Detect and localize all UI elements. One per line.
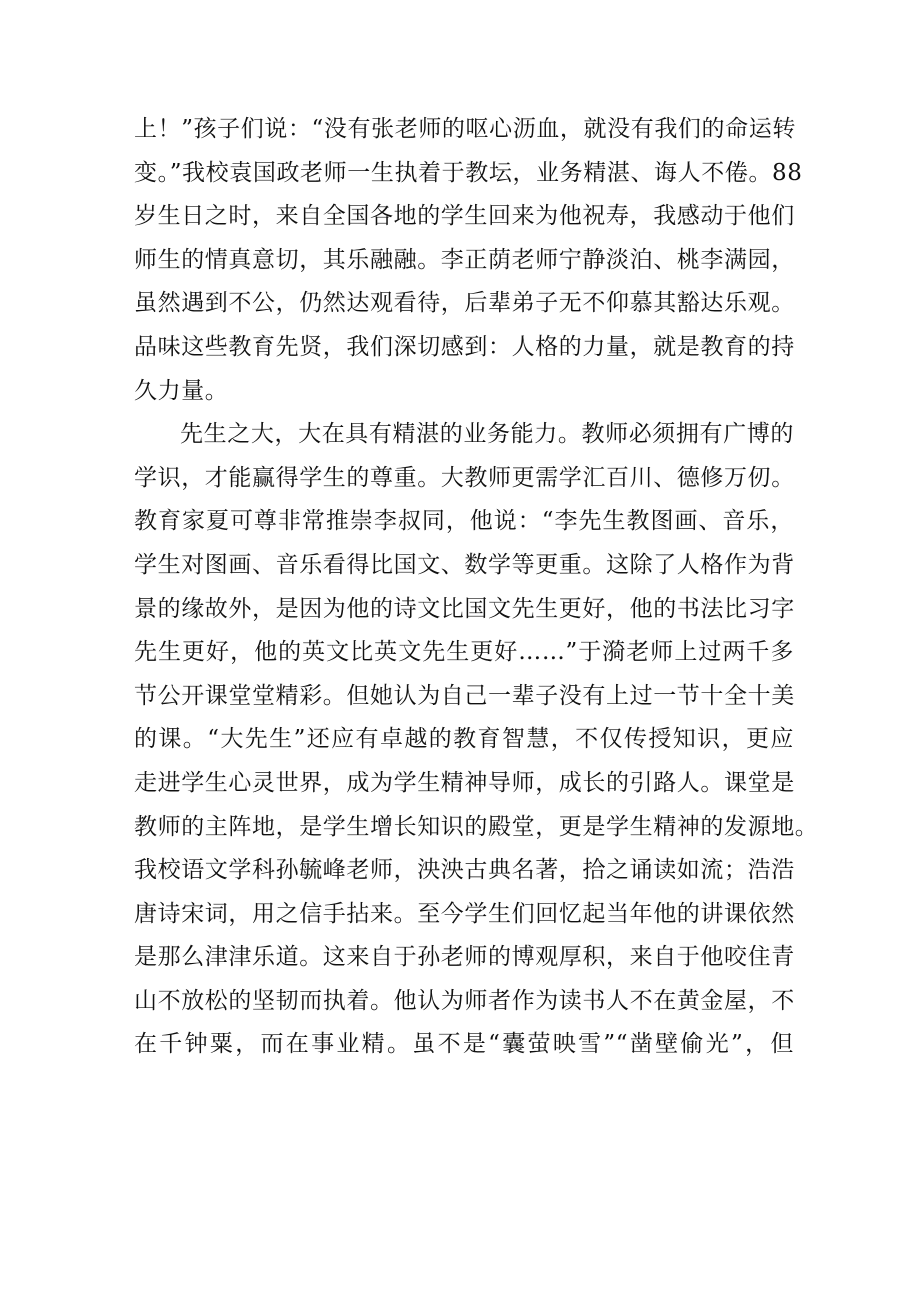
- text-line: 学生对图画、音乐看得比国文、数学等更重。这除了人格作为背: [134, 551, 795, 578]
- text-line: 唐诗宋词，用之信手拈来。至今学生们回忆起当年他的讲课依然: [134, 900, 795, 927]
- text-line: 山不放松的坚韧而执着。他认为师者作为读书人不在黄金屋，不: [134, 987, 795, 1014]
- text-line: 景的缘故外，是因为他的诗文比国文先生更好，他的书法比习字: [134, 595, 795, 622]
- text-line: 师生的情真意切，其乐融融。李正荫老师宁静淡泊、桃李满园，: [134, 246, 795, 273]
- text-line: 教师的主阵地，是学生增长知识的殿堂，更是学生精神的发源地。: [134, 813, 819, 840]
- text-line: 先生更好，他的英文比英文先生更好……”于漪老师上过两千多: [134, 639, 794, 666]
- text-line: 在千钟粟，而在事业精。虽不是“囊萤映雪”“凿壁偷光”，但: [134, 1031, 794, 1058]
- text-line: 我校语文学科孙毓峰老师，泱泱古典名著，拾之诵读如流；浩浩: [134, 857, 795, 884]
- text-line: 岁生日之时，来自全国各地的学生回来为他祝寿，我感动于他们: [134, 203, 795, 230]
- text-line: 的课。“大先生”还应有卓越的教育智慧，不仅传授知识，更应: [134, 726, 794, 753]
- text-line: 教育家夏可尊非常推崇李叔同，他说：“李先生教图画、音乐，: [134, 508, 794, 535]
- text-line: 是那么津津乐道。这来自于孙老师的博观厚积，来自于他咬住青: [134, 944, 795, 971]
- text-line: 品味这些教育先贤，我们深切感到：人格的力量，就是教育的持: [134, 333, 795, 360]
- text-line: 虽然遇到不公，仍然达观看待，后辈弟子无不仰慕其豁达乐观。: [134, 290, 795, 317]
- text-line: 节公开课堂堂精彩。但她认为自己一辈子没有上过一节十全十美: [134, 682, 795, 709]
- text-line: 学识，才能赢得学生的尊重。大教师更需学汇百川、德修万仞。: [134, 464, 795, 491]
- text-line: 变。”我校袁国政老师一生执着于教坛，业务精湛、诲人不倦。88: [134, 159, 803, 186]
- text-line: 走进学生心灵世界，成为学生精神导师，成长的引路人。课堂是: [134, 769, 795, 796]
- text-line: 先生之大，大在具有精湛的业务能力。教师必须拥有广博的: [180, 421, 794, 448]
- text-line: 久力量。: [134, 377, 229, 404]
- body-text: [134, 108, 819, 1067]
- text-line: 上！”孩子们说：“没有张老师的呕心沥血，就没有我们的命运转: [134, 116, 796, 142]
